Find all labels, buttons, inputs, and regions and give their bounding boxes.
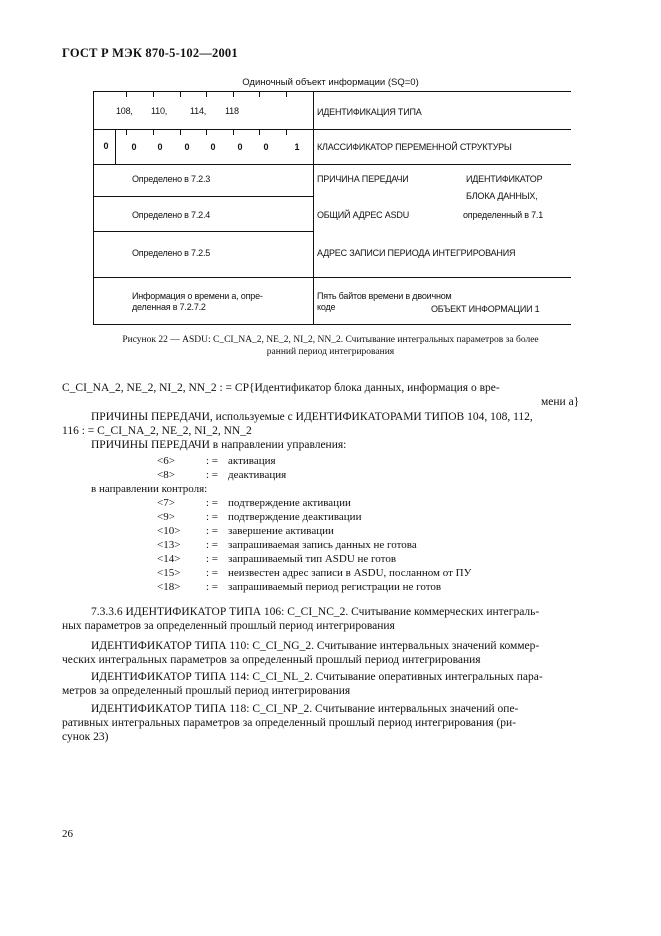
paragraph-7336-line1: 7.3.3.6 ИДЕНТИФИКАТОР ТИПА 106: C_CI_NC_2. Считывание коммерческих интеграль- (91, 606, 540, 618)
list-item: запрашиваемый тип ASDU не готов (228, 553, 397, 565)
list-item: запрашиваемая запись данных не готова (228, 539, 417, 551)
paragraph-type118-line1: ИДЕНТИФИКАТОР ТИПА 118: C_CI_NP_2. Считывание интервальных значений опе- (91, 703, 519, 715)
list-assign: : = (206, 525, 219, 537)
document-header: ГОСТ Р МЭК 870-5-102—2001 (62, 46, 238, 60)
paragraph-type110-line2: ческих интегральных параметров за определенный прошлый период интегрирования (62, 654, 481, 666)
list-item: запрашиваемый период регистрации не готов (228, 581, 442, 593)
list-item: деактивация (228, 469, 287, 481)
side-label-line1: ИДЕНТИФИКАТОР (466, 174, 543, 184)
figure-caption-line2: ранний период интегрирования (266, 347, 395, 357)
list-code: <8> (157, 469, 175, 481)
list-code: <9> (157, 511, 175, 523)
type-id-label: ИДЕНТИФИКАЦИЯ ТИПА (317, 107, 422, 117)
vsq-bit: 0 (103, 141, 109, 151)
type-id-value: 108, (116, 106, 133, 116)
time-info-line2: деленная в 7.2.7.2 (132, 302, 206, 312)
list-assign: : = (206, 497, 219, 509)
paragraph-type110-line1: ИДЕНТИФИКАТОР ТИПА 110: C_CI_NG_2. Считывание интервальных значений коммер- (91, 640, 540, 652)
list-assign: : = (206, 511, 219, 523)
time-info-line1: Информация о времени а, опре- (132, 291, 263, 301)
list-assign: : = (206, 455, 219, 467)
list-assign: : = (206, 567, 219, 579)
vsq-bit: 0 (263, 142, 269, 152)
list-code: <15> (157, 567, 181, 579)
list-item: неизвестен адрес записи в ASDU, посланном от ПУ (228, 567, 472, 579)
definition-line2: мени а} (541, 396, 580, 408)
vsq-bit: 0 (131, 142, 137, 152)
paragraph-type118-line3: сунок 23) (62, 731, 109, 743)
type-id-value: 110, (151, 106, 168, 116)
list-code: <10> (157, 525, 181, 537)
type-id-value: 118 (225, 106, 239, 116)
record-address-label: АДРЕС ЗАПИСИ ПЕРИОДА ИНТЕГРИРОВАНИЯ (317, 248, 516, 258)
cot-paragraph-line2: 116 : = C_CI_NA_2, NE_2, NI_2, NN_2 (62, 425, 252, 437)
asdu-figure (93, 91, 571, 326)
vsq-bit: 0 (184, 142, 190, 152)
figure-top-label: Одиночный объект информации (SQ=0) (242, 77, 419, 88)
list-code: <6> (157, 455, 175, 467)
record-address-definition: Определено в 7.2.5 (132, 248, 211, 258)
time-bytes-line1: Пять байтов времени в двоичном (317, 291, 452, 301)
side-label-line2: БЛОКА ДАННЫХ, (466, 191, 538, 201)
common-address-definition: Определено в 7.2.4 (132, 210, 211, 220)
time-bytes-line2: коде (317, 302, 336, 312)
list-code: <14> (157, 553, 181, 565)
common-address-label: ОБЩИЙ АДРЕС ASDU (317, 210, 409, 220)
paragraph-type114-line2: метров за определенный прошлый период интегрирования (62, 685, 351, 697)
cot-label: ПРИЧИНА ПЕРЕДАЧИ (317, 174, 409, 184)
information-object-label: ОБЪЕКТ ИНФОРМАЦИИ 1 (431, 304, 540, 314)
list-item: подтверждение активации (228, 497, 351, 509)
paragraph-7336-line2: ных параметров за определенный прошлый период интегрирования (62, 620, 395, 632)
list-assign: : = (206, 539, 219, 551)
vsq-bit: 0 (157, 142, 163, 152)
figure-caption-line1: Рисунок 22 — ASDU: C_CI_NA_2, NE_2, NI_2, NN_2. Считывание интегральных параметров за более (122, 335, 539, 345)
list-code: <13> (157, 539, 181, 551)
list-assign: : = (206, 581, 219, 593)
list-code: <18> (157, 581, 181, 593)
vsq-label: КЛАССИФИКАТОР ПЕРЕМЕННОЙ СТРУКТУРЫ (317, 142, 512, 152)
page-number: 26 (62, 828, 73, 840)
list-item: подтверждение деактивации (228, 511, 362, 523)
cot-definition: Определено в 7.2.3 (132, 174, 211, 184)
cot-paragraph-line1: ПРИЧИНЫ ПЕРЕДАЧИ, используемые с ИДЕНТИФИКАТОРАМИ ТИПОВ 104, 108, 112, (91, 411, 533, 423)
list-assign: : = (206, 553, 219, 565)
list-assign: : = (206, 469, 219, 481)
definition-line1: C_CI_NA_2, NE_2, NI_2, NN_2 : = СР{Идентификатор блока данных, информация о вре- (62, 382, 500, 394)
list-item: активация (228, 455, 276, 467)
control-direction-heading: ПРИЧИНЫ ПЕРЕДАЧИ в направлении управления: (91, 439, 347, 451)
vsq-bit: 0 (210, 142, 216, 152)
paragraph-type118-line2: ративных интегральных параметров за определенный прошлый период интегрирования (ри- (62, 717, 517, 729)
list-item: завершение активации (228, 525, 334, 537)
list-code: <7> (157, 497, 175, 509)
side-label-line3: определенный в 7.1 (463, 210, 544, 220)
vsq-bit: 0 (237, 142, 243, 152)
type-id-value: 114, (190, 106, 207, 116)
monitor-direction-heading: в направлении контроля: (91, 483, 208, 495)
vsq-bit: 1 (294, 142, 300, 152)
paragraph-type114-line1: ИДЕНТИФИКАТОР ТИПА 114: C_CI_NL_2. Считывание оперативных интегральных пара- (91, 671, 543, 683)
